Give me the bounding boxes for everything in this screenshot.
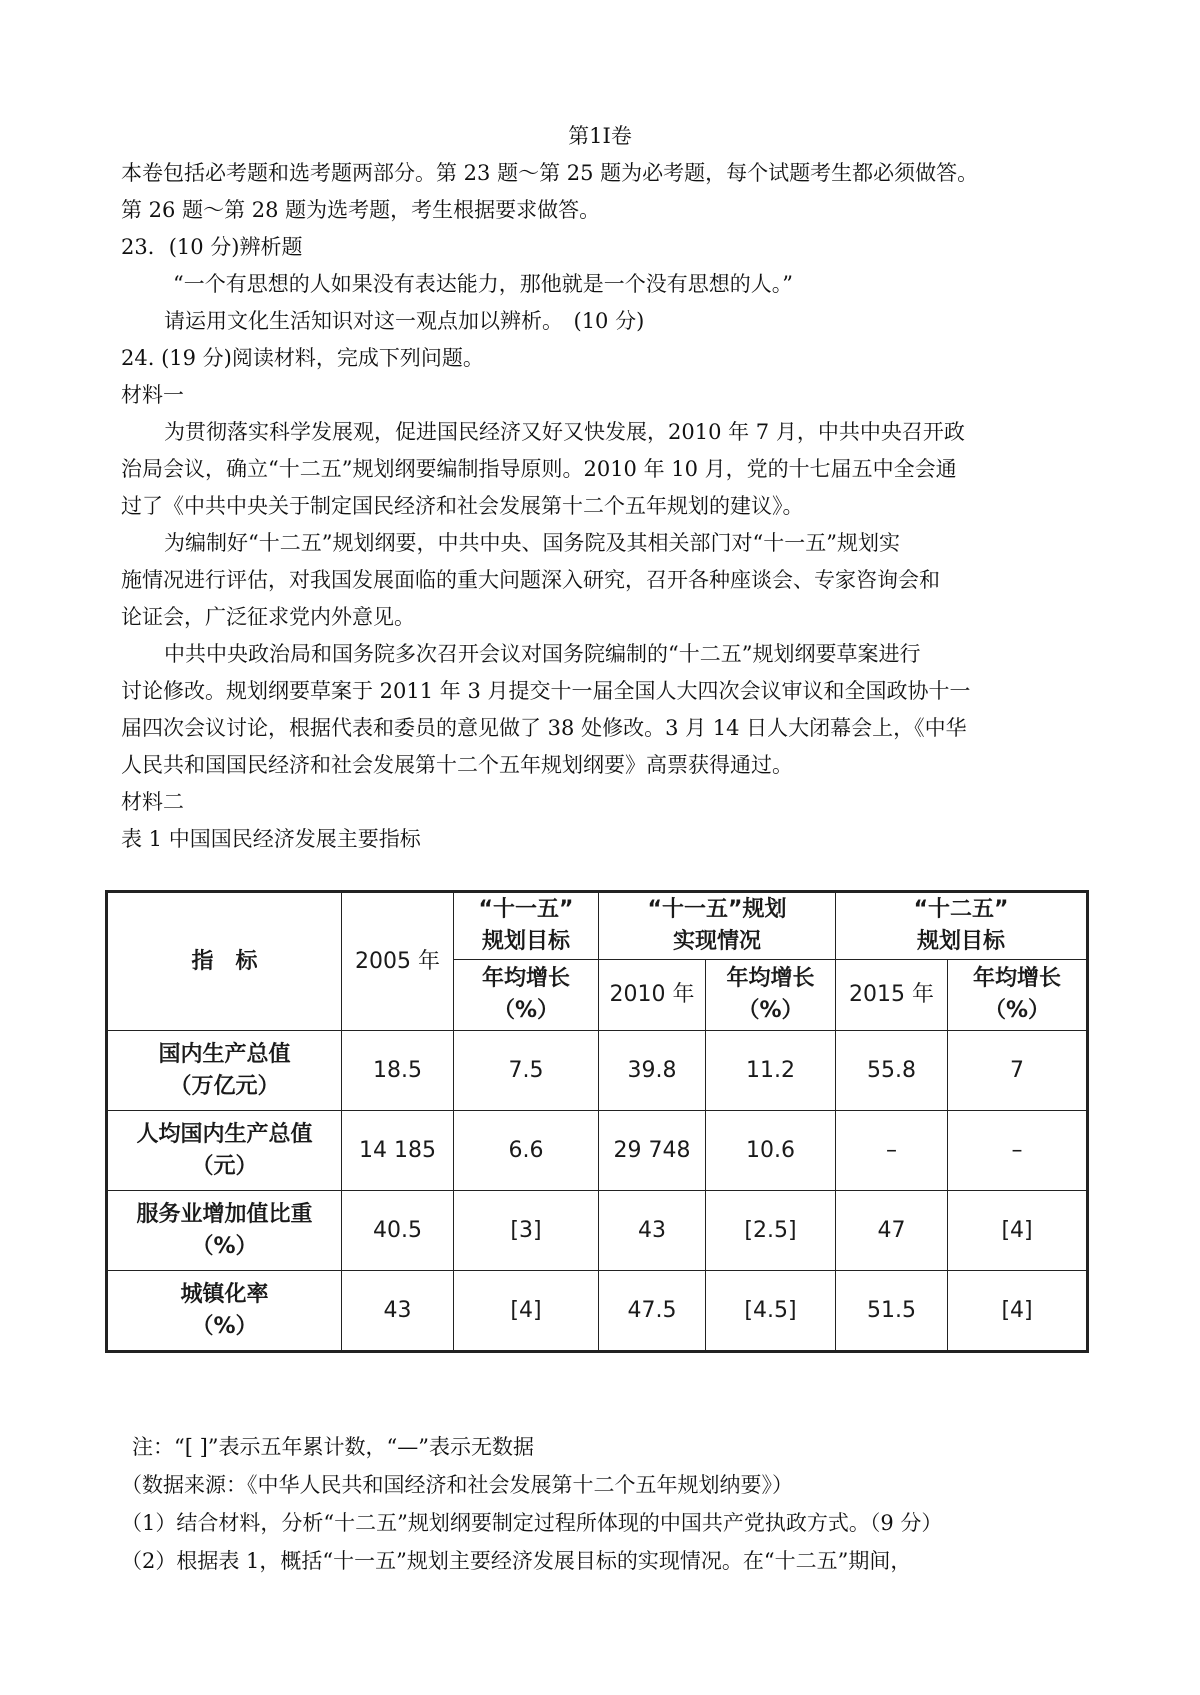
- material-1-p2-line: 论证会，广泛征求党内外意见。: [121, 605, 415, 629]
- cell-2010: 39.8: [599, 1031, 706, 1111]
- header-plan-12-line2: 规划目标: [917, 929, 1006, 954]
- header-plan-11: [454, 892, 599, 960]
- data-source: （数据来源：《中华人民共和国经济和社会发展第十二个五年规划纳要》）: [121, 1473, 793, 1497]
- header-growth-plan-11: [454, 960, 599, 1031]
- table-row: [107, 1191, 1088, 1271]
- header-real-11-line2: 实现情况: [673, 929, 762, 954]
- cell-2010: 43: [599, 1191, 706, 1271]
- header-indicator: 指 标: [107, 892, 342, 1031]
- header-growth-unit: （%）: [984, 998, 1051, 1023]
- row-name: [107, 1111, 342, 1191]
- indicator-table-wrap: [105, 890, 1086, 1345]
- material-1-p2-line: 为编制好“十二五”规划纲要，中共中央、国务院及其相关部门对“十一五”规划实: [164, 531, 900, 555]
- table-caption: 表 1 中国国民经济发展主要指标: [121, 827, 421, 851]
- cell-plan-12: [4]: [948, 1191, 1088, 1271]
- cell-2015: 55.8: [836, 1031, 948, 1111]
- header-2005: 2005 年: [342, 892, 454, 1031]
- header-growth-label: 年均增长: [726, 966, 815, 991]
- cell-plan-11: [4]: [454, 1271, 599, 1352]
- cell-growth-11: [4.5]: [706, 1271, 836, 1352]
- sub-question-2: （2）根据表 1，概括“十一五”规划主要经济发展目标的实现情况。在“十二五”期间，: [121, 1549, 912, 1573]
- sub-question-1: （1）结合材料，分析“十二五”规划纲要制定过程所体现的中国共产党执政方式。（9 分）: [121, 1511, 943, 1535]
- row-name: [107, 1031, 342, 1111]
- header-plan-12-line1: “十二五”: [913, 897, 1009, 922]
- cell-2005: 18.5: [342, 1031, 454, 1111]
- cell-plan-12: 7: [948, 1031, 1088, 1111]
- intro-line-2: 第 26 题～第 28 题为选考题，考生根据要求做答。: [121, 198, 601, 222]
- cell-growth-11: 11.2: [706, 1031, 836, 1111]
- cell-growth-11: [2.5]: [706, 1191, 836, 1271]
- row-name-main: 人均国内生产总值: [136, 1121, 313, 1147]
- section-heading: 第1I卷: [568, 124, 632, 148]
- material-1-p2-line: 施情况进行评估，对我国发展面临的重大问题深入研究，召开各种座谈会、专家咨询会和: [121, 568, 940, 592]
- header-real-11: [599, 892, 836, 960]
- table-row: [107, 1031, 1088, 1111]
- header-plan-11-line2: 规划目标: [481, 929, 570, 954]
- cell-2005: 40.5: [342, 1191, 454, 1271]
- row-name-main: 城镇化率: [180, 1281, 269, 1307]
- header-growth-unit: （%）: [492, 998, 560, 1023]
- indicator-table: [105, 890, 1089, 1353]
- header-real-11-line1: “十一五”规划: [647, 897, 787, 922]
- q23-quote: “一个有思想的人如果没有表达能力，那他就是一个没有思想的人。”: [173, 272, 793, 296]
- header-growth-plan-12: [948, 960, 1088, 1031]
- row-name-unit: （%）: [191, 1233, 258, 1259]
- q23-prompt: 请运用文化生活知识对这一观点加以辨析。 (10 分): [164, 309, 645, 333]
- material-1-label: 材料一: [121, 383, 184, 407]
- row-name-unit: （万亿元）: [169, 1073, 280, 1099]
- cell-plan-12: –: [948, 1111, 1088, 1191]
- header-growth-real-11: [706, 960, 836, 1031]
- material-1-p1-line: 过了《中共中央关于制定国民经济和社会发展第十二个五年规划的建议》。: [121, 494, 804, 518]
- intro-line-1: 本卷包括必考题和选考题两部分。第 23 题～第 25 题为必考题，每个试题考生都必须做答。: [121, 161, 979, 185]
- row-name-main: 服务业增加值比重: [136, 1201, 313, 1227]
- header-growth-label: 年均增长: [481, 966, 570, 991]
- q24-title: 24. (19 分)阅读材料，完成下列问题。: [121, 346, 484, 370]
- material-1-p3-line: 中共中央政治局和国务院多次召开会议对国务院编制的“十二五”规划纲要草案进行: [164, 642, 921, 666]
- cell-2015: 47: [836, 1191, 948, 1271]
- row-name-unit: （元）: [191, 1153, 258, 1179]
- header-growth-unit: （%）: [737, 998, 804, 1023]
- header-growth-label: 年均增长: [973, 966, 1062, 991]
- cell-2015: 51.5: [836, 1271, 948, 1352]
- cell-2005: 14 185: [342, 1111, 454, 1191]
- cell-2005: 43: [342, 1271, 454, 1352]
- header-2010: 2010 年: [599, 960, 706, 1031]
- cell-2010: 47.5: [599, 1271, 706, 1352]
- header-plan-12: [836, 892, 1088, 960]
- row-name-main: 国内生产总值: [158, 1041, 291, 1067]
- row-name: [107, 1191, 342, 1271]
- material-2-label: 材料二: [121, 790, 184, 814]
- material-1-p3-line: 届四次会议讨论，根据代表和委员的意见做了 38 处修改。3 月 14 日人大闭幕会上，《中华: [121, 716, 967, 740]
- header-plan-11-line1: “十一五”: [478, 897, 574, 922]
- q23-title: 23．(10 分)辨析题: [121, 235, 303, 259]
- material-1-p1-line: 治局会议，确立“十二五”规划纲要编制指导原则。2010 年 10 月，党的十七届五中全会通: [121, 457, 957, 481]
- material-1-p3-line: 讨论修改。规划纲要草案于 2011 年 3 月提交十一届全国人大四次会议审议和全国政协十一: [121, 679, 971, 703]
- cell-2015: –: [836, 1111, 948, 1191]
- table-row: [107, 1271, 1088, 1352]
- material-1-p3-line: 人民共和国国民经济和社会发展第十二个五年规划纲要》高票获得通过。: [121, 753, 793, 777]
- cell-plan-11: [3]: [454, 1191, 599, 1271]
- cell-growth-11: 10.6: [706, 1111, 836, 1191]
- cell-plan-11: 7.5: [454, 1031, 599, 1111]
- table-note: 注：“[ ]”表示五年累计数，“—”表示无数据: [132, 1435, 535, 1459]
- material-1-p1-line: 为贯彻落实科学发展观，促进国民经济又好又快发展，2010 年 7 月，中共中央召开政: [164, 420, 965, 444]
- cell-plan-12: [4]: [948, 1271, 1088, 1352]
- row-name-unit: （%）: [191, 1313, 258, 1339]
- table-row: [107, 1111, 1088, 1191]
- row-name: [107, 1271, 342, 1352]
- cell-2010: 29 748: [599, 1111, 706, 1191]
- header-2015: 2015 年: [836, 960, 948, 1031]
- cell-plan-11: 6.6: [454, 1111, 599, 1191]
